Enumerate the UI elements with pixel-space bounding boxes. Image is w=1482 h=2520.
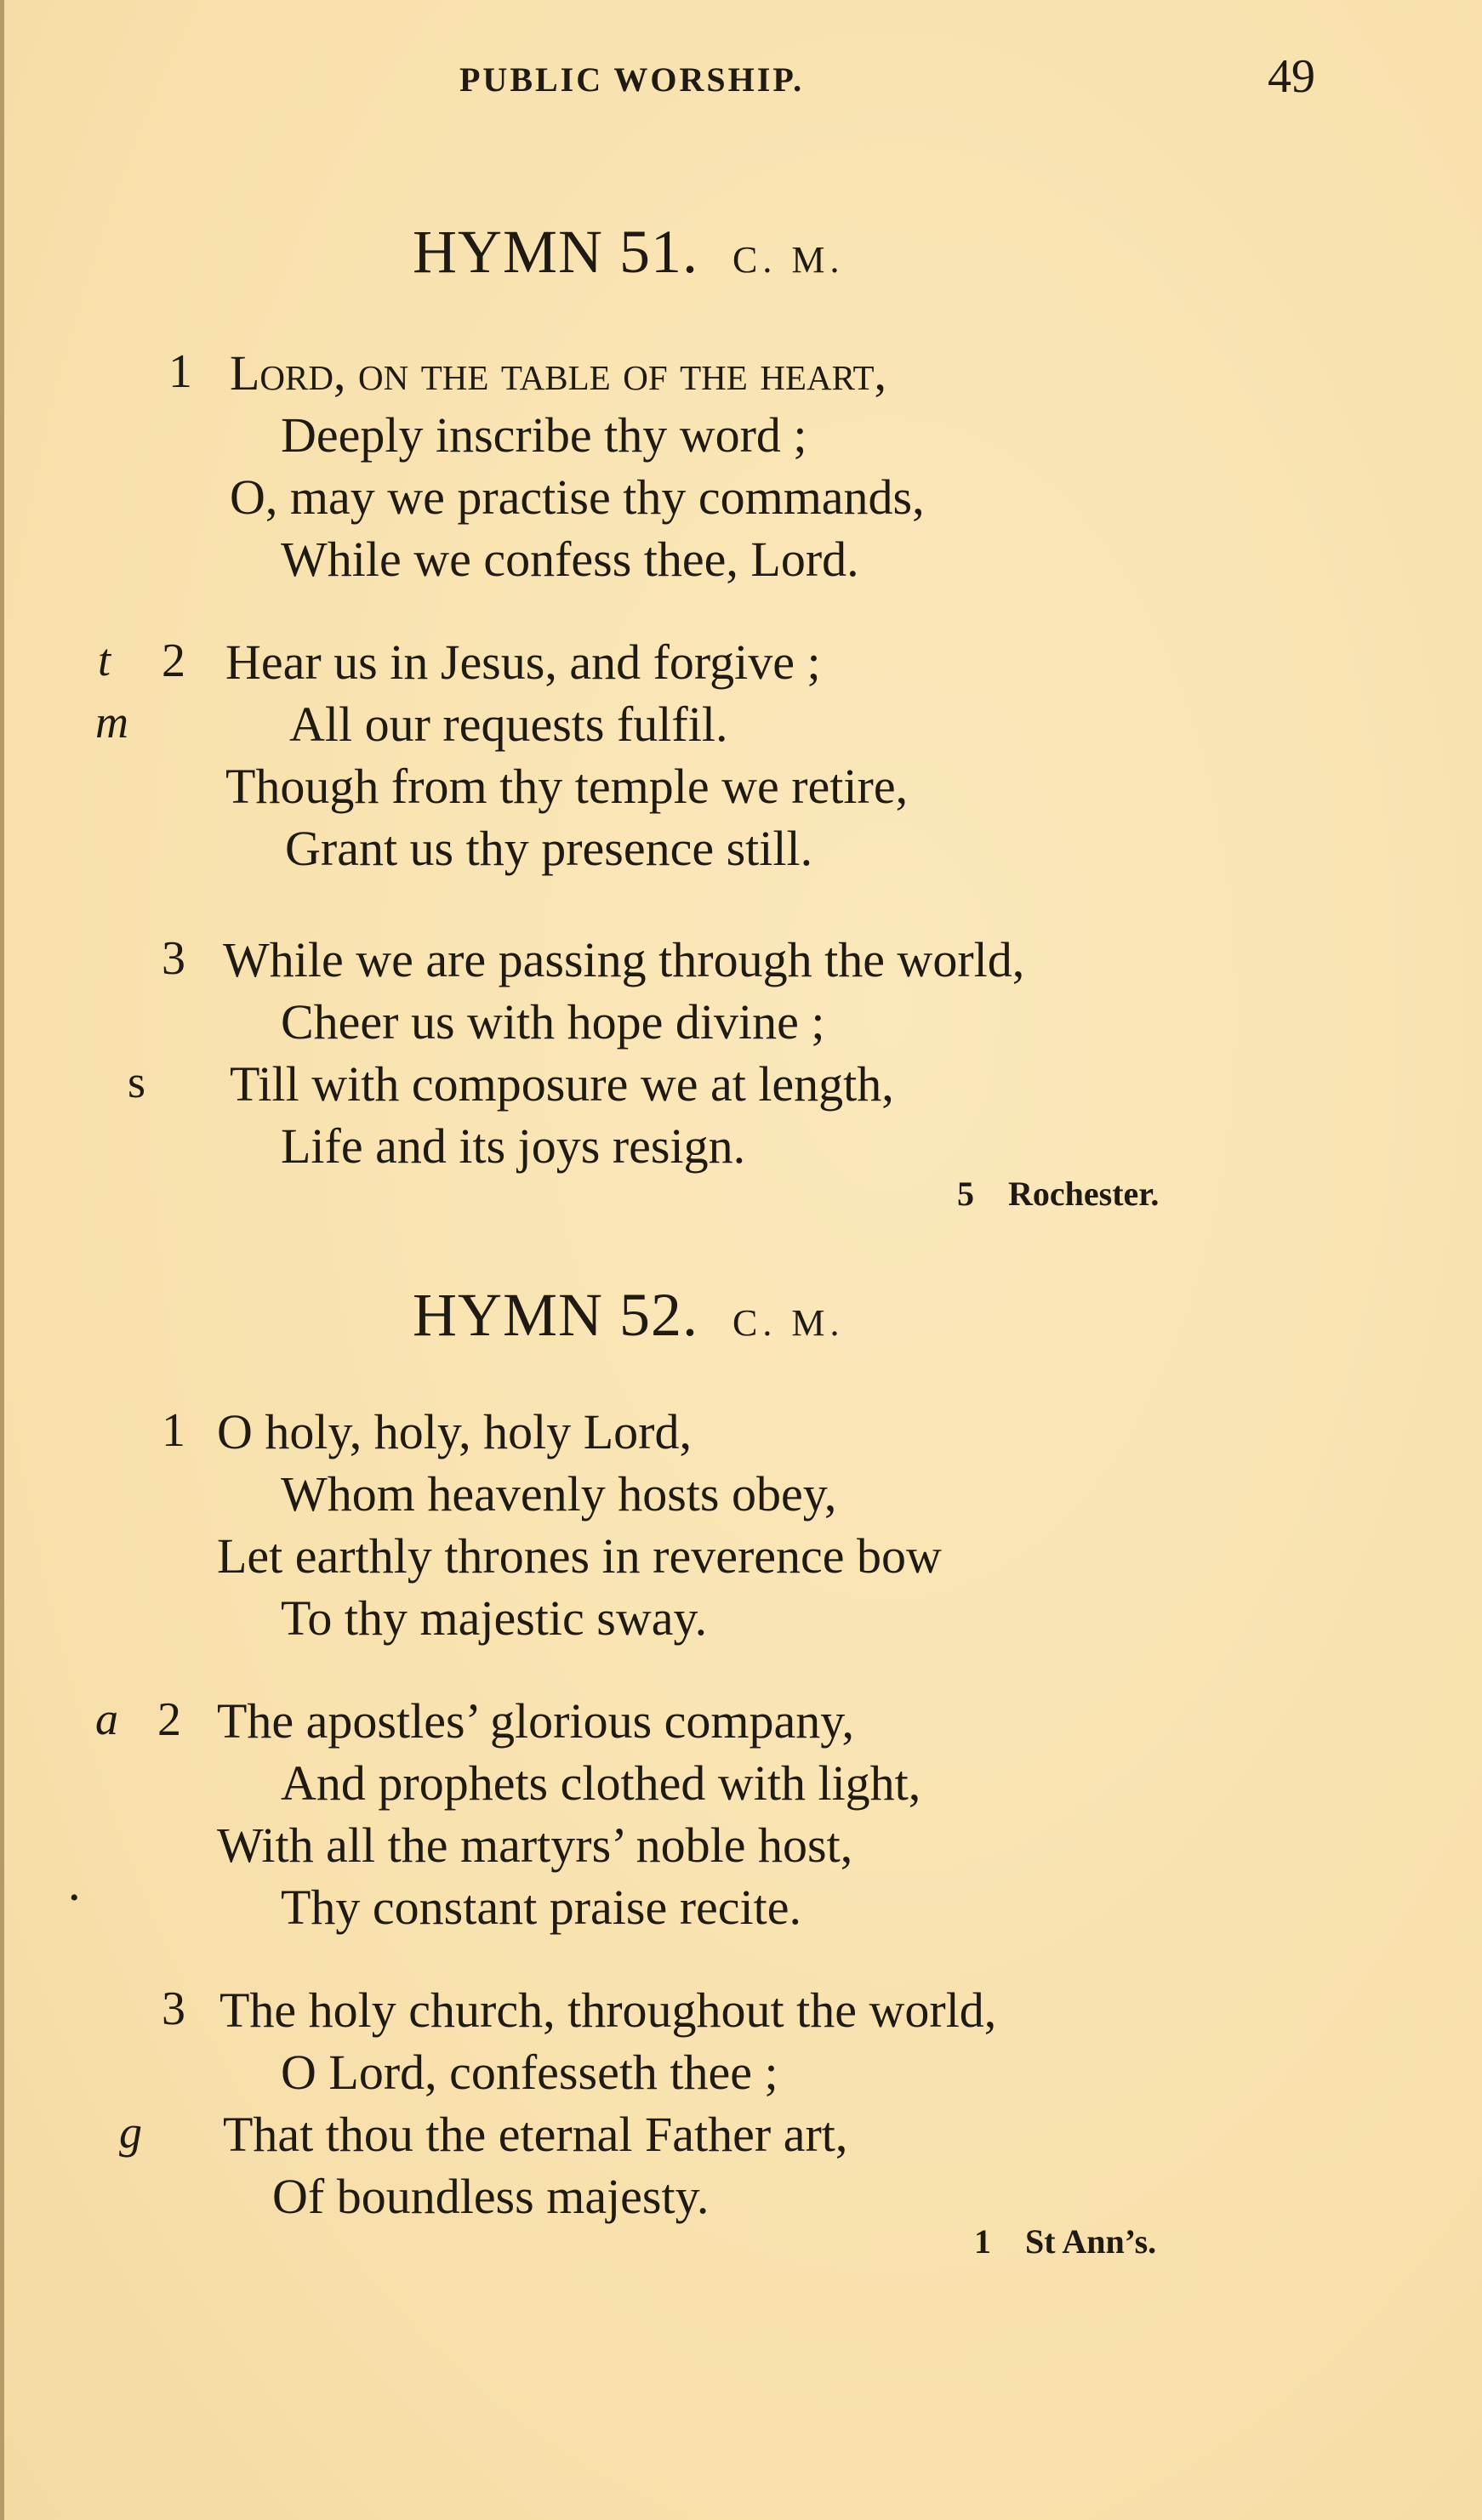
verse-number: 3 <box>162 1982 185 2035</box>
verse-line: Cheer us with hope divine ; <box>281 994 825 1050</box>
verse-line: Thy constant praise recite. <box>281 1880 801 1935</box>
hymn-meter: C. M. <box>732 239 845 281</box>
verse-number: 2 <box>157 1693 181 1746</box>
hymn-number: HYMN 51. <box>413 218 699 286</box>
hymn-52-title <box>413 1280 845 1351</box>
verse-line: Deeply inscribe thy word ; <box>281 407 807 463</box>
verse-line: With all the martyrs’ noble host, <box>217 1817 853 1873</box>
verse-number: 1 <box>162 1404 185 1457</box>
tune-number: 5 <box>957 1175 974 1213</box>
verse-line: Whom heavenly hosts obey, <box>281 1466 837 1522</box>
hymn-meter: C. M. <box>732 1302 845 1344</box>
dynamic-mark: s <box>128 1056 146 1107</box>
verse-line: Grant us thy presence still. <box>285 821 813 876</box>
tune-reference <box>957 1174 1159 1214</box>
verse-line: Of boundless majesty. <box>272 2169 710 2224</box>
verse-line-text: Lord, on the table of the heart, <box>230 345 887 401</box>
verse-line: And prophets clothed with light, <box>281 1755 921 1811</box>
verse-line: O Lord, confesseth thee ; <box>281 2045 778 2100</box>
verse-line: While we are passing through the world, <box>223 932 1025 987</box>
tune-name: St Ann’s. <box>1025 2222 1157 2261</box>
dynamic-mark: a <box>95 1693 118 1744</box>
verse-line: O holy, holy, holy Lord, <box>217 1404 692 1459</box>
verse-line: O, may we practise thy commands, <box>230 469 925 525</box>
page-edge <box>0 0 4 2520</box>
dynamic-mark: t <box>98 634 111 685</box>
verse-line: Till with composure we at length, <box>230 1056 894 1112</box>
verse-line: All our requests fulfil. <box>289 697 728 752</box>
verse-line: While we confess thee, Lord. <box>281 532 859 587</box>
running-head: PUBLIC WORSHIP. <box>459 60 805 99</box>
hymn-51-title <box>413 217 845 287</box>
tune-reference <box>974 2221 1156 2261</box>
verse-line: That thou the eternal Father art, <box>223 2107 848 2162</box>
verse-line: The holy church, throughout the world, <box>219 1982 997 2038</box>
tune-number: 1 <box>974 2222 991 2261</box>
tune-name: Rochester. <box>1008 1175 1160 1213</box>
dynamic-mark: • <box>70 1884 79 1912</box>
verse-line: Though from thy temple we retire, <box>225 759 909 814</box>
verse-line: Let earthly thrones in reverence bow <box>217 1528 942 1584</box>
verse-line: The apostles’ glorious company, <box>217 1693 854 1749</box>
verse-line: To thy majestic sway. <box>281 1590 708 1646</box>
verse-line: Life and its joys resign. <box>281 1118 746 1174</box>
verse-number: 1 <box>168 345 192 398</box>
verse-line <box>230 344 886 401</box>
dynamic-mark: g <box>119 2107 142 2158</box>
dynamic-mark: m <box>95 697 128 748</box>
page-number: 49 <box>1268 50 1315 103</box>
verse-number: 2 <box>162 634 185 687</box>
hymn-number: HYMN 52. <box>413 1281 699 1349</box>
verse-line: Hear us in Jesus, and forgive ; <box>225 634 821 690</box>
verse-number: 3 <box>162 932 185 985</box>
